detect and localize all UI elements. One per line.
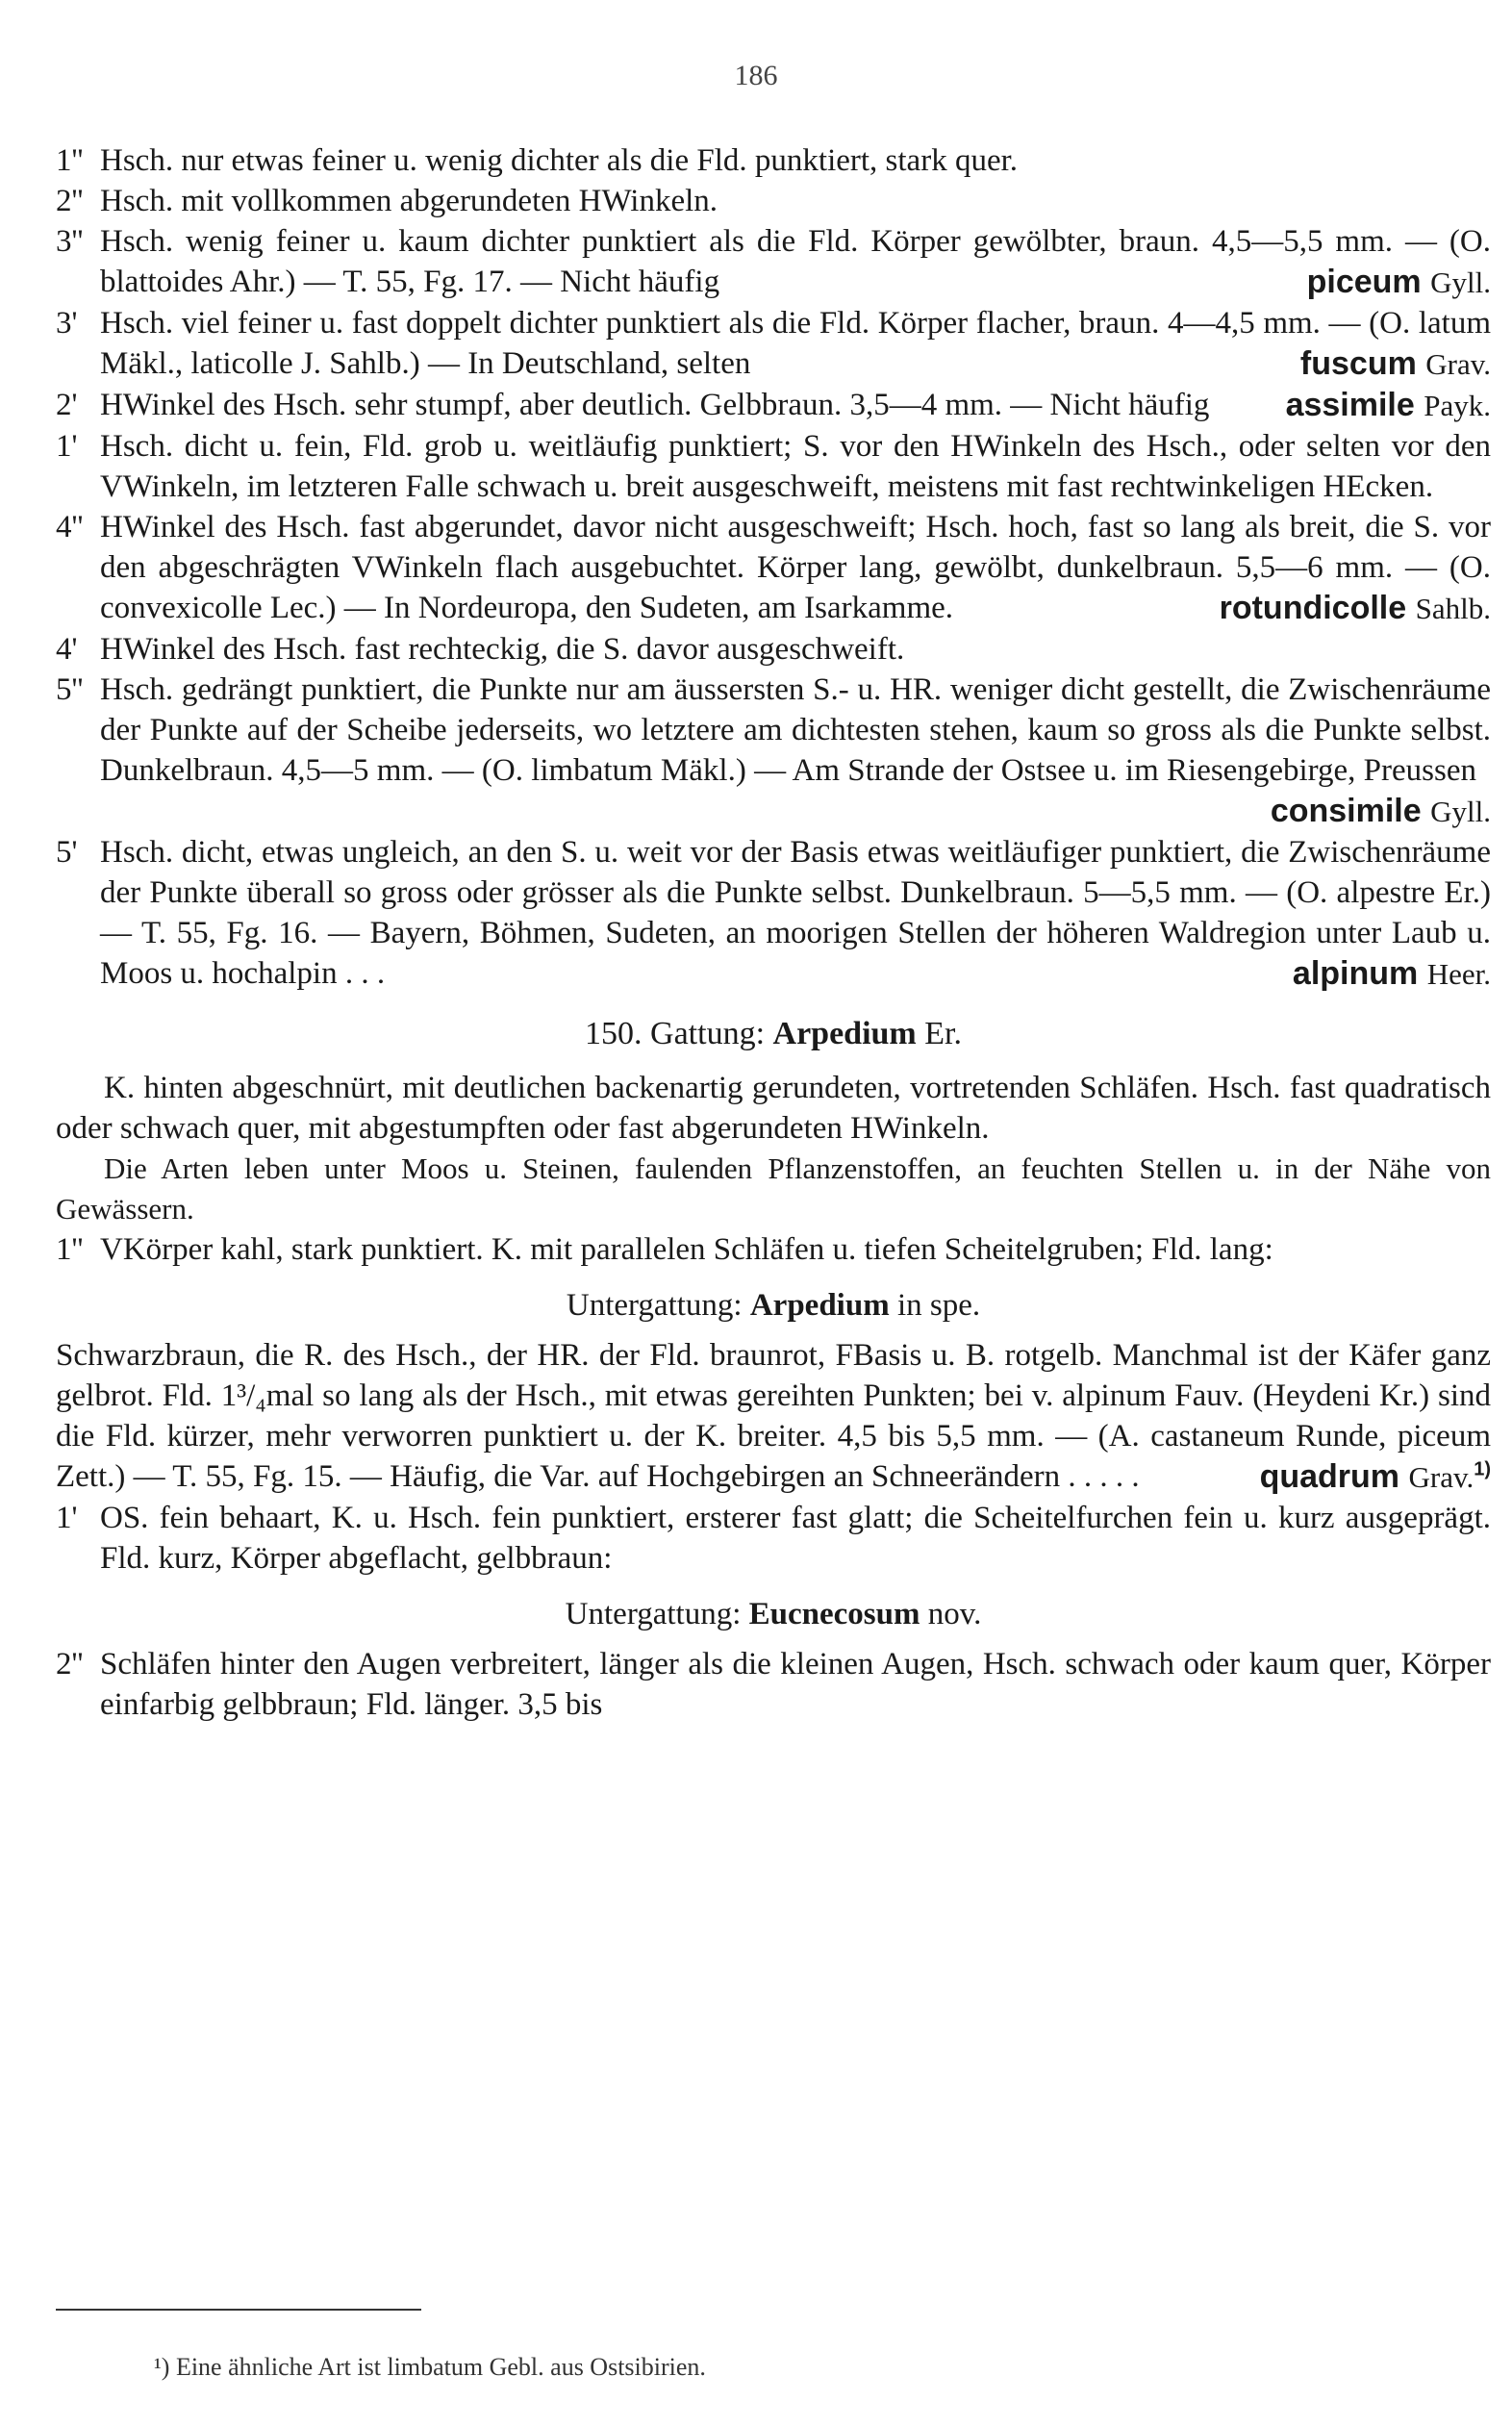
species-name: assimile Payk.	[1285, 387, 1491, 423]
page-number: 186	[734, 60, 778, 91]
key-entry	[56, 385, 1491, 426]
key-entry	[56, 1229, 1491, 1270]
species-name: quadrum Grav.$^{1)}$	[1259, 1458, 1491, 1495]
subgenus-heading	[56, 1285, 1491, 1326]
entry-number: 2'	[56, 388, 78, 422]
entry-text: Hsch. dicht u. fein, Fld. grob u. weitläufig punktiert; S. vor den HWinkeln des Hsch., oder selten vor den VWinkeln, im letzteren Falle schwach u. breit ausgeschweift, meistens mit fast rechtwinkeligen HEcken.	[100, 429, 1491, 504]
species-author: Grav.	[1425, 347, 1491, 381]
species-author: Gyll.	[1430, 265, 1491, 299]
genus-note: Die Arten leben unter Moos u. Steinen, faulenden Pflanzenstoffen, an feuchten Stellen u. in der Nähe von Gewässern.	[56, 1151, 1491, 1226]
entry-number: 4''	[56, 510, 84, 544]
entry-text: HWinkel des Hsch. fast abgerundet, davor nicht ausgeschweift; Hsch. hoch, fast so lang als breit, die S. vor den abgeschrägten VWinkeln flach ausgebuchtet. Körper lang, gewölbt, dunkelbraun. 5,5—6 mm. — (O. convexicolle Lec.) — In Nordeuropa, den Sudeten, am Isarkamme.	[100, 510, 1491, 625]
footnote-divider	[56, 2309, 421, 2311]
key-entry	[56, 670, 1491, 832]
genus-description: K. hinten abgeschnürt, mit deutlichen backenartig gerundeten, vortretenden Schläfen. Hsch. fast quadratisch oder schwach quer, mit abgestumpften oder fast abgerundeten HWinkeln.	[56, 1071, 1491, 1146]
species-author: Gyll.	[1430, 795, 1491, 828]
genus-name: Arpedium	[772, 1016, 917, 1051]
entry-text: Hsch. viel feiner u. fast doppelt dichter punktiert als die Fld. Körper flacher, braun. 4—4,5 mm. — (O. latum Mäkl., laticolle J. Sahlb.) — In Deutschland, selten	[100, 306, 1491, 381]
entry-text: Hsch. gedrängt punktiert, die Punkte nur am äussersten S.- u. HR. weniger dicht gestellt, die Zwischenräume der Punkte auf der Scheibe jederseits, wo letztere am dichtesten stehen, kaum so gross als die Punkte selbst. Dunkelbraun. 4,5—5 mm. — (O. limbatum Mäkl.) — Am Strande der Ostsee u. im Riesengebirge, Preussen	[100, 672, 1491, 788]
entry-number: 2''	[56, 184, 84, 218]
subgenus-suffix: in spe.	[896, 1288, 981, 1323]
species-name: alpinum Heer.	[1292, 955, 1491, 992]
key-entry	[56, 181, 1491, 221]
entry-number: 1''	[56, 143, 84, 178]
entry-number: 1'	[56, 429, 78, 464]
entry-text: Hsch. mit vollkommen abgerundeten HWinkeln.	[100, 184, 718, 218]
quadrum-text: Schwarzbraun, die R. des Hsch., der HR. der Fld. braunrot, FBasis u. B. rotgelb. Manchmal ist der Käfer ganz gelbrot. Fld. 1³/₄mal so lang als der Hsch., mit etwas gereihten Punkten; bei v. alpinum Fauv. (Heydeni Kr.) sind die Fld. kürzer, mehr verworren punktiert u. der K. breiter. 4,5 bis 5,5 mm. — (A. castaneum Runde, piceum Zett.) — T. 55, Fg. 15. — Häufig, die Var. auf Hochgebirgen an Schneerändern . . . . .	[56, 1338, 1491, 1494]
subgenus-heading	[56, 1594, 1491, 1634]
entry-text: Hsch. dicht, etwas ungleich, an den S. u. weit vor der Basis etwas weitläufiger punktiert, die Zwischenräume der Punkte überall so gross oder grösser als die Punkte selbst. Dunkelbraun. 5—5,5 mm. — (O. alpestre Er.) — T. 55, Fg. 16. — Bayern, Böhmen, Sudeten, an moorigen Stellen der höheren Waldregion unter Laub u. Moos u. hochalpin . . .	[100, 835, 1491, 991]
entry-number: 5'	[56, 835, 78, 870]
key-entry	[56, 629, 1491, 670]
entry-number: 1''	[56, 1232, 84, 1267]
key-entry	[56, 832, 1491, 995]
species-name: rotundicolle Sahlb.	[1219, 590, 1491, 626]
species-description	[56, 1335, 1491, 1498]
entry-text: HWinkel des Hsch. sehr stumpf, aber deutlich. Gelbbraun. 3,5—4 mm. — Nicht häufig	[100, 388, 1210, 422]
genus-heading	[56, 1014, 1491, 1054]
entry-text: VKörper kahl, stark punktiert. K. mit parallelen Schläfen u. tiefen Scheitelgruben; Fld. lang:	[100, 1232, 1273, 1267]
subgenus-name: Arpedium	[749, 1288, 890, 1323]
genus-number: 150. Gattung:	[585, 1016, 766, 1051]
key-content	[56, 140, 1491, 1725]
genus-author: Er.	[924, 1016, 962, 1051]
entry-number: 3'	[56, 306, 78, 341]
entry-text: Hsch. nur etwas feiner u. wenig dichter als die Fld. punktiert, stark quer.	[100, 143, 1019, 178]
entry-number: 4'	[56, 632, 78, 667]
key-entry	[56, 221, 1491, 303]
entry-number: 2''	[56, 1647, 84, 1681]
footnote: ¹) Eine ähnliche Art ist limbatum Gebl. aus Ostsibirien.	[154, 2353, 706, 2381]
key-entry	[56, 140, 1491, 181]
entry-text: HWinkel des Hsch. fast rechteckig, die S. davor ausgeschweift.	[100, 632, 905, 667]
subgenus-suffix: nov.	[927, 1597, 982, 1631]
entry-number: 5''	[56, 672, 84, 707]
subgenus-label: Untergattung:	[565, 1597, 742, 1631]
footnote-marker: 1)	[1474, 1458, 1491, 1480]
species-author: Sahlb.	[1415, 592, 1491, 625]
key-entry	[56, 303, 1491, 385]
subgenus-name: Eucnecosum	[748, 1597, 920, 1631]
species-name: piceum Gyll.	[1306, 264, 1491, 300]
species-author: Grav.	[1408, 1460, 1474, 1494]
species-name: fuscum Grav.	[1299, 345, 1491, 382]
species-name: consimile Gyll.	[1270, 793, 1491, 829]
species-author: Payk.	[1424, 389, 1491, 422]
entry-number: 1'	[56, 1501, 78, 1535]
entry-number: 3''	[56, 224, 84, 259]
key-entry	[56, 1498, 1491, 1579]
entry-text: OS. fein behaart, K. u. Hsch. fein punktiert, ersterer fast glatt; die Scheitelfurchen fein u. kurz ausgeprägt. Fld. kurz, Körper abgeflacht, gelbbraun:	[100, 1501, 1491, 1576]
species-author: Heer.	[1426, 957, 1491, 991]
key-entry	[56, 426, 1491, 507]
entry-text: Hsch. wenig feiner u. kaum dichter punktiert als die Fld. Körper gewölbter, braun. 4,5—5,5 mm. — (O. blattoides Ahr.) — T. 55, Fg. 17. — Nicht häufig	[100, 224, 1491, 299]
entry-text: Schläfen hinter den Augen verbreitert, länger als die kleinen Augen, Hsch. schwach oder kaum quer, Körper einfarbig gelbbraun; Fld. länger. 3,5 bis	[100, 1647, 1491, 1722]
key-entry	[56, 1644, 1491, 1725]
subgenus-label: Untergattung:	[566, 1288, 743, 1323]
key-entry	[56, 507, 1491, 629]
